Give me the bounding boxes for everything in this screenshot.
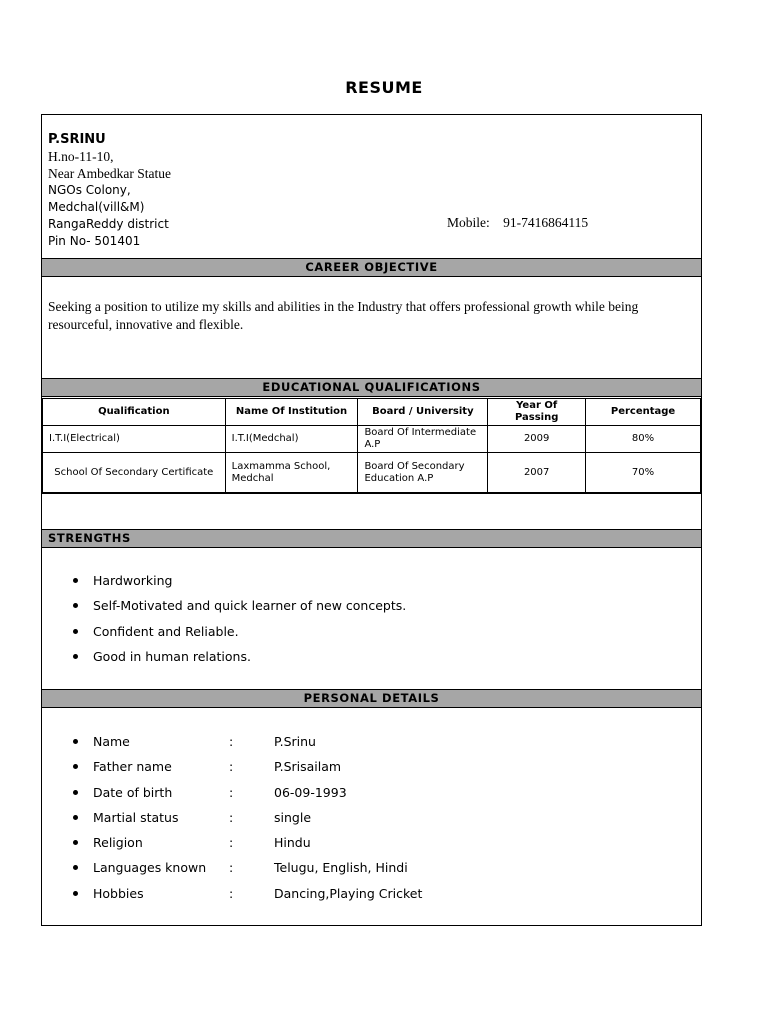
pin-code: Pin No- 501401: [48, 234, 141, 248]
detail-separator: :: [229, 784, 234, 800]
mobile-number: [447, 215, 588, 231]
list-item: [72, 758, 422, 783]
address-line-4: Medchal(vill&M): [48, 200, 145, 214]
table-row: [43, 453, 701, 494]
list-item: [72, 809, 422, 834]
mobile-label: Mobile:: [447, 215, 490, 230]
contact-block: [48, 131, 171, 250]
resume-title: RESUME: [345, 78, 423, 97]
personal-details-heading: PERSONAL DETAILS: [42, 689, 701, 708]
table-cell: 2007: [488, 453, 586, 494]
table-header-row: [43, 399, 701, 426]
detail-label: Hobbies: [93, 885, 144, 901]
career-objective-heading: CAREER OBJECTIVE: [42, 258, 701, 277]
strengths-list: [72, 572, 406, 673]
strengths-heading: STRENGTHS: [42, 529, 701, 548]
table-cell: Board Of Intermediate A.P: [358, 426, 488, 453]
detail-separator: :: [229, 759, 234, 775]
candidate-name: P.SRINU: [48, 132, 106, 147]
list-item: Self-Motivated and quick learner of new concepts.: [72, 597, 406, 622]
education-heading: EDUCATIONAL QUALIFICATIONS: [42, 378, 701, 397]
address-line-5: RangaReddy district: [48, 217, 169, 231]
detail-value: P.Srisailam: [274, 759, 342, 775]
column-header: Percentage: [586, 399, 701, 426]
table-cell: 80%: [586, 426, 701, 453]
detail-label: Father name: [93, 759, 172, 775]
detail-value: Telugu, English, Hindi: [274, 860, 408, 876]
divider: [42, 492, 701, 493]
list-item: Confident and Reliable.: [72, 623, 406, 648]
detail-label: Name: [93, 734, 130, 749]
detail-label: Martial status: [93, 809, 179, 825]
column-header: Board / University: [358, 399, 488, 426]
detail-separator: :: [229, 885, 234, 901]
detail-value: P.Srinu: [274, 734, 316, 749]
list-item: [72, 859, 422, 884]
detail-value: Hindu: [274, 835, 311, 851]
table-cell: I.T.I(Electrical): [43, 426, 226, 453]
personal-details-list: [72, 733, 422, 910]
table-cell: I.T.I(Medchal): [225, 426, 358, 453]
education-table: [42, 398, 701, 494]
table-cell: 2009: [488, 426, 586, 453]
list-item: [72, 834, 422, 859]
table-cell: Laxmamma School, Medchal: [225, 453, 358, 494]
resume-frame: [41, 114, 702, 926]
detail-label: Religion: [93, 835, 143, 851]
list-item: [72, 784, 422, 809]
list-item: Good in human relations.: [72, 648, 406, 673]
detail-separator: :: [229, 809, 234, 825]
detail-value: Dancing,Playing Cricket: [274, 885, 423, 901]
list-item: [72, 885, 422, 910]
address-line-1: H.no-11-10,: [48, 149, 114, 164]
detail-value: single: [274, 809, 312, 825]
table-cell: 70%: [586, 453, 701, 494]
mobile-value: 91-7416864115: [503, 215, 589, 230]
detail-separator: :: [229, 860, 234, 876]
column-header: Name Of Institution: [225, 399, 358, 426]
column-header: Year Of Passing: [488, 399, 586, 426]
table-row: [43, 426, 701, 453]
list-item: Hardworking: [72, 572, 406, 597]
detail-label: Languages known: [93, 860, 207, 876]
career-objective-text: Seeking a position to utilize my skills and abilities in the Industry that offers professional growth while being resourceful, innovative and flexible.: [48, 299, 639, 332]
table-cell: School Of Secondary Certificate: [43, 453, 226, 494]
address-line-3: NGOs Colony,: [48, 183, 131, 197]
detail-value: 06-09-1993: [274, 784, 347, 800]
list-item: [72, 733, 422, 758]
detail-separator: :: [229, 734, 234, 749]
address-line-2: Near Ambedkar Statue: [48, 166, 171, 181]
table-cell: Board Of Secondary Education A.P: [358, 453, 488, 494]
detail-label: Date of birth: [93, 784, 173, 800]
column-header: Qualification: [43, 399, 226, 426]
detail-separator: :: [229, 835, 234, 851]
